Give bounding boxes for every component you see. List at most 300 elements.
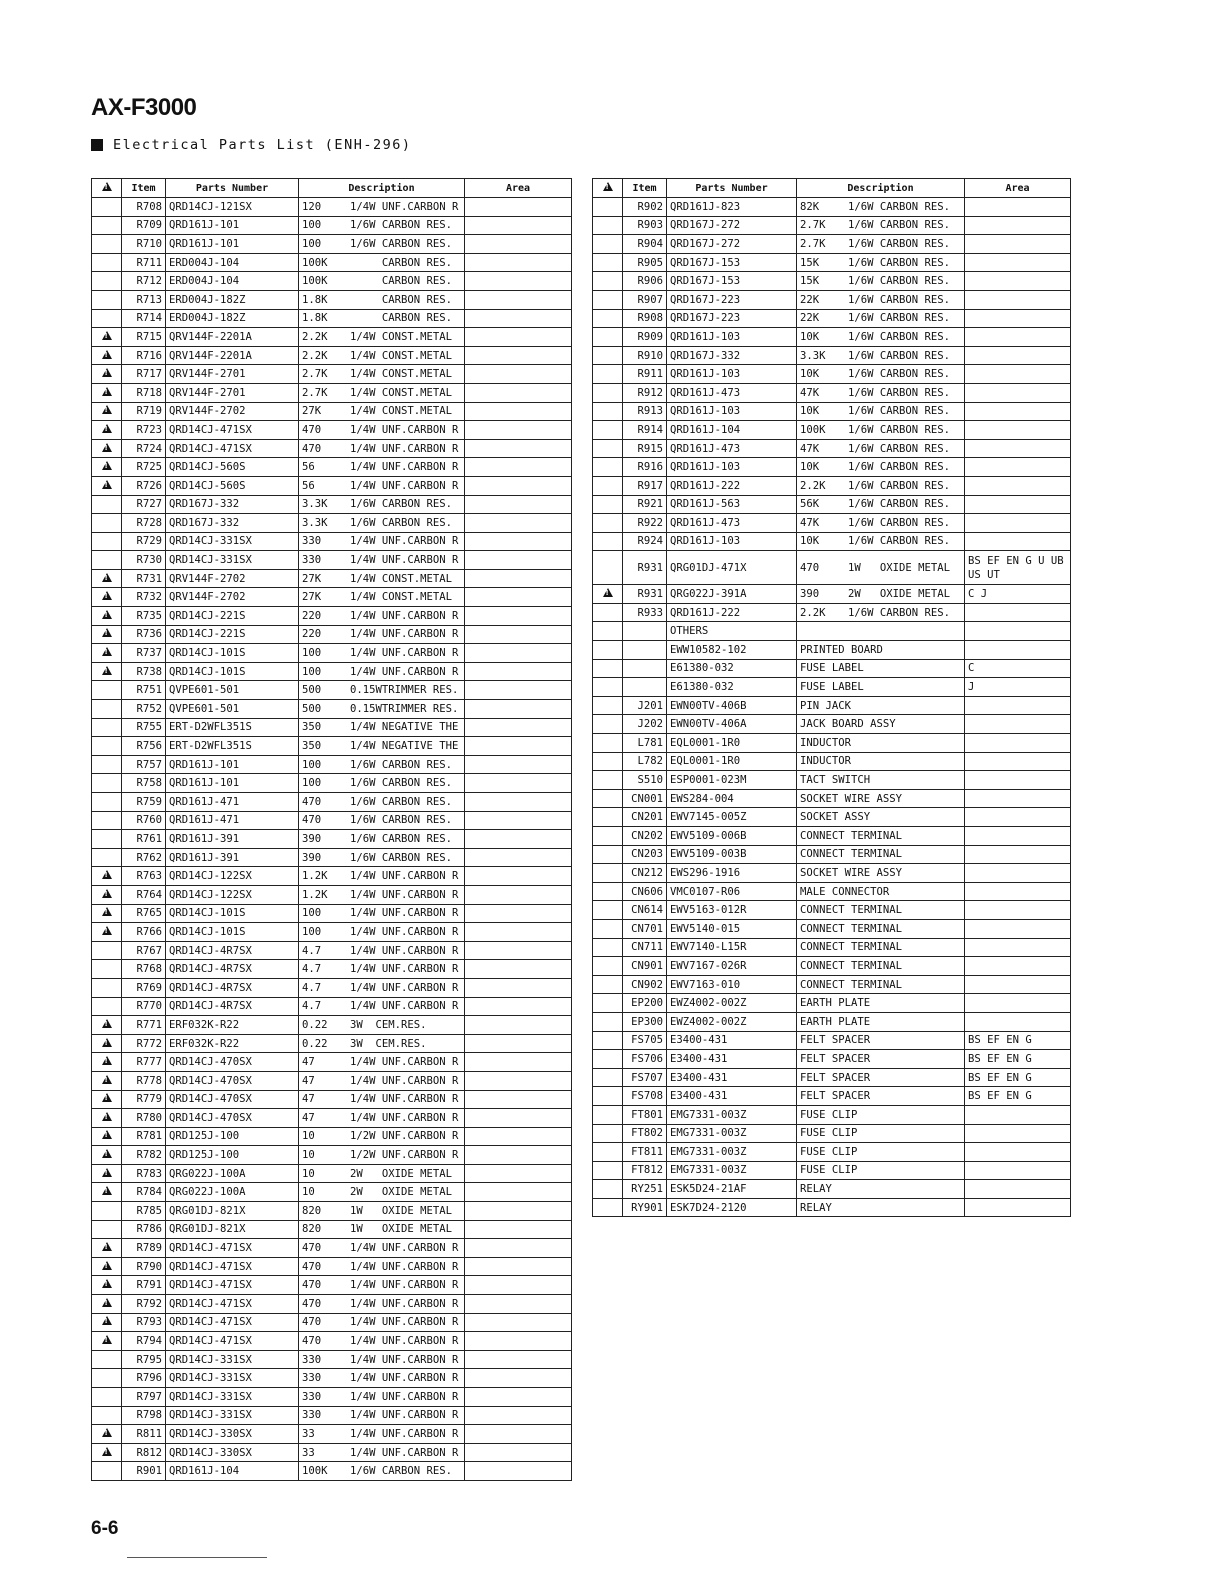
description-value: 100 — [302, 777, 322, 790]
description-cell — [797, 235, 965, 254]
warn-cell — [92, 309, 122, 328]
item-cell: R917 — [623, 476, 667, 495]
warn-cell — [92, 1034, 122, 1053]
part-number-cell: QRG01DJ-471X — [667, 551, 797, 585]
area-cell — [965, 402, 1071, 421]
description-cell — [299, 235, 465, 254]
item-cell: CN901 — [623, 957, 667, 976]
description-cell — [797, 882, 965, 901]
part-number-cell: QRD14CJ-471SX — [166, 1332, 299, 1351]
description-cell — [299, 253, 465, 272]
part-number-cell: E61380-032 — [667, 678, 797, 697]
description-cell — [299, 532, 465, 551]
description-spec: 1/4W UNF.CARBON R — [350, 981, 459, 994]
warning-triangle-icon — [102, 889, 112, 898]
description-value: 390 — [302, 832, 322, 845]
description-spec: 1/4W UNF.CARBON R — [350, 1353, 459, 1366]
description-cell — [797, 1012, 965, 1031]
description-cell — [299, 198, 465, 217]
description-value: CONNECT TERMINAL — [800, 848, 903, 861]
warn-cell — [593, 551, 623, 585]
item-cell: R781 — [122, 1127, 166, 1146]
warn-cell — [593, 975, 623, 994]
table-row — [92, 904, 572, 923]
table-row — [92, 495, 572, 514]
warn-cell — [92, 848, 122, 867]
warn-cell — [593, 458, 623, 477]
warning-triangle-icon — [102, 573, 112, 582]
part-number-cell: QRD14CJ-101S — [166, 904, 299, 923]
item-cell: FS707 — [623, 1068, 667, 1087]
table-header-row — [92, 179, 572, 198]
warn-cell — [92, 1016, 122, 1035]
table-row — [593, 421, 1071, 440]
description-value: 15K — [800, 275, 820, 288]
part-number-cell: QRD14CJ-560S — [166, 476, 299, 495]
description-value: 22K — [800, 293, 820, 306]
warning-triangle-icon — [102, 405, 112, 414]
description-value: 10 — [302, 1167, 315, 1180]
item-cell: R715 — [122, 328, 166, 347]
warn-cell — [593, 938, 623, 957]
area-cell — [965, 808, 1071, 827]
description-cell — [299, 216, 465, 235]
area-cell — [465, 625, 572, 644]
table-row — [92, 793, 572, 812]
description-cell — [797, 715, 965, 734]
part-number-cell: QRD161J-103 — [667, 458, 797, 477]
table-row — [593, 919, 1071, 938]
item-cell: R725 — [122, 458, 166, 477]
item-cell: FS708 — [623, 1087, 667, 1106]
area-cell — [965, 328, 1071, 347]
table-row — [593, 476, 1071, 495]
table-row — [92, 755, 572, 774]
part-number-cell: QRD161J-391 — [166, 848, 299, 867]
description-spec: 1/4W UNF.CARBON R — [350, 609, 459, 622]
table-row — [92, 1053, 572, 1072]
parts-table-right — [592, 178, 1071, 1217]
description-value: 470 — [302, 1260, 322, 1273]
description-cell — [797, 771, 965, 790]
item-cell: L782 — [623, 752, 667, 771]
description-spec: 1/4W UNF.CARBON R — [350, 479, 459, 492]
table-row — [92, 1425, 572, 1444]
description-value: CONNECT TERMINAL — [800, 978, 903, 991]
area-cell — [465, 1183, 572, 1202]
area-cell — [965, 495, 1071, 514]
description-value: 56 — [302, 461, 315, 474]
item-cell: R922 — [623, 514, 667, 533]
area-cell — [465, 774, 572, 793]
description-value: 120 — [302, 200, 322, 213]
warn-cell — [593, 789, 623, 808]
area-cell — [965, 715, 1071, 734]
section-heading-text: Electrical Parts List (ENH-296) — [113, 137, 412, 153]
table-row — [593, 346, 1071, 365]
part-number-cell: E3400-431 — [667, 1087, 797, 1106]
table-row — [92, 681, 572, 700]
warn-cell — [593, 198, 623, 217]
area-cell — [465, 644, 572, 663]
description-cell — [797, 1198, 965, 1217]
table-row — [593, 696, 1071, 715]
area-cell — [965, 383, 1071, 402]
description-cell — [797, 1087, 965, 1106]
warning-triangle-icon — [102, 647, 112, 656]
description-cell — [299, 1183, 465, 1202]
table-row — [92, 1034, 572, 1053]
description-value: 100K — [302, 275, 328, 288]
table-row — [593, 309, 1071, 328]
table-row — [92, 885, 572, 904]
item-cell: R797 — [122, 1388, 166, 1407]
table-row — [92, 774, 572, 793]
warn-cell — [593, 678, 623, 697]
description-value: 47 — [302, 1056, 315, 1069]
description-value: CONNECT TERMINAL — [800, 904, 903, 917]
area-cell — [465, 532, 572, 551]
description-value: 47K — [800, 386, 820, 399]
area-cell — [465, 1313, 572, 1332]
warn-cell — [593, 901, 623, 920]
model-title: AX-F3000 — [91, 94, 197, 121]
table-row — [92, 625, 572, 644]
warn-cell — [92, 514, 122, 533]
warn-cell — [593, 603, 623, 622]
part-number-cell: EWW10582-102 — [667, 641, 797, 660]
description-value: 220 — [302, 628, 322, 641]
item-cell: R713 — [122, 290, 166, 309]
table-row — [92, 1109, 572, 1128]
description-value: PRINTED BOARD — [800, 643, 883, 656]
part-number-cell: E61380-032 — [667, 659, 797, 678]
item-cell: R770 — [122, 997, 166, 1016]
part-number-cell: EMG7331-003Z — [667, 1143, 797, 1162]
warn-cell — [92, 588, 122, 607]
warn-cell — [92, 607, 122, 626]
description-cell — [299, 476, 465, 495]
description-value: 2.2K — [302, 349, 328, 362]
warn-cell — [593, 919, 623, 938]
table-row — [593, 789, 1071, 808]
warn-cell — [593, 421, 623, 440]
warn-cell — [92, 923, 122, 942]
table-row — [593, 365, 1071, 384]
part-number-cell: QRD167J-332 — [166, 514, 299, 533]
description-cell — [299, 793, 465, 812]
description-cell — [299, 1332, 465, 1351]
description-cell — [797, 864, 965, 883]
description-cell — [797, 1124, 965, 1143]
warning-triangle-icon — [102, 907, 112, 916]
item-cell: EP200 — [623, 994, 667, 1013]
part-number-cell: QRD14CJ-470SX — [166, 1090, 299, 1109]
description-spec: 1/4W UNF.CARBON R — [350, 1372, 459, 1385]
warn-cell — [92, 1369, 122, 1388]
area-cell — [465, 1388, 572, 1407]
table-row — [92, 1406, 572, 1425]
part-number-cell: ESP0001-023M — [667, 771, 797, 790]
warn-cell — [92, 1164, 122, 1183]
description-spec: CARBON RES. — [350, 293, 453, 306]
part-number-cell: QVPE601-501 — [166, 681, 299, 700]
description-value: 100 — [302, 647, 322, 660]
description-cell — [299, 1295, 465, 1314]
area-cell — [465, 383, 572, 402]
area-cell — [465, 458, 572, 477]
part-number-cell: QRD14CJ-331SX — [166, 532, 299, 551]
description-spec: 1/4W UNF.CARBON R — [350, 423, 459, 436]
area-cell — [465, 365, 572, 384]
description-value: 3.3K — [302, 516, 328, 529]
description-value: 4.7 — [302, 981, 322, 994]
part-number-cell: QRD125J-100 — [166, 1146, 299, 1165]
description-spec: 1/4W UNF.CARBON R — [350, 870, 459, 883]
warn-cell — [92, 1202, 122, 1221]
warn-cell — [593, 771, 623, 790]
description-cell — [299, 569, 465, 588]
table-row — [593, 198, 1071, 217]
description-spec: 1/4W UNF.CARBON R — [350, 665, 459, 678]
table-row — [593, 235, 1071, 254]
part-number-cell: QRD14CJ-471SX — [166, 1295, 299, 1314]
item-cell: R906 — [623, 272, 667, 291]
part-number-cell: QRD14CJ-4R7SX — [166, 978, 299, 997]
description-spec: 1/4W UNF.CARBON R — [350, 1427, 459, 1440]
table-row — [593, 622, 1071, 641]
description-spec: 1/4W UNF.CARBON R — [350, 1335, 459, 1348]
description-cell — [299, 1443, 465, 1462]
description-spec: 1/4W UNF.CARBON R — [350, 1242, 459, 1255]
description-value: 10 — [302, 1130, 315, 1143]
area-cell — [465, 569, 572, 588]
description-spec: 1/4W UNF.CARBON R — [350, 1000, 459, 1013]
table-row — [593, 439, 1071, 458]
part-number-cell: QRD161J-104 — [667, 421, 797, 440]
item-cell: R782 — [122, 1146, 166, 1165]
table-row — [92, 1369, 572, 1388]
description-cell — [797, 402, 965, 421]
area-cell — [965, 1198, 1071, 1217]
item-cell: R792 — [122, 1295, 166, 1314]
item-cell: R912 — [623, 383, 667, 402]
description-cell — [797, 696, 965, 715]
warn-cell — [92, 216, 122, 235]
warn-cell — [593, 1143, 623, 1162]
part-number-cell: QRD161J-471 — [166, 811, 299, 830]
description-spec: 1/6W CARBON RES. — [848, 312, 951, 325]
part-number-cell: QRD161J-103 — [667, 328, 797, 347]
description-cell — [797, 734, 965, 753]
description-value: 330 — [302, 1372, 322, 1385]
description-value: 10K — [800, 535, 820, 548]
description-cell — [299, 588, 465, 607]
description-value: 2.2K — [800, 479, 826, 492]
description-spec: 1/4W UNF.CARBON R — [350, 1409, 459, 1422]
warn-cell — [593, 864, 623, 883]
item-cell: R765 — [122, 904, 166, 923]
area-cell — [965, 827, 1071, 846]
table-row — [92, 997, 572, 1016]
description-cell — [299, 700, 465, 719]
description-cell — [299, 1462, 465, 1481]
area-cell — [965, 771, 1071, 790]
description-spec: 1/4W CONST.METAL — [350, 330, 453, 343]
description-cell — [299, 681, 465, 700]
part-number-cell: EMG7331-003Z — [667, 1161, 797, 1180]
warn-cell — [92, 1276, 122, 1295]
warn-cell — [92, 365, 122, 384]
description-spec: 0.15WTRIMMER RES. — [350, 702, 459, 715]
warn-cell — [92, 1350, 122, 1369]
table-row — [92, 1257, 572, 1276]
item-cell: FT801 — [623, 1105, 667, 1124]
description-cell — [797, 328, 965, 347]
footer-rule — [127, 1557, 267, 1558]
description-cell — [797, 290, 965, 309]
description-spec: 1/6W CARBON RES. — [848, 330, 951, 343]
warning-triangle-icon — [102, 1428, 112, 1437]
part-number-cell: QRD14CJ-4R7SX — [166, 997, 299, 1016]
header-area: Area — [965, 179, 1071, 198]
warn-cell — [92, 421, 122, 440]
warn-cell — [593, 957, 623, 976]
item-cell: CN001 — [623, 789, 667, 808]
item-cell: R709 — [122, 216, 166, 235]
description-cell — [797, 253, 965, 272]
table-row — [92, 1090, 572, 1109]
description-value: SOCKET WIRE ASSY — [800, 866, 903, 879]
description-cell — [797, 845, 965, 864]
area-cell — [965, 696, 1071, 715]
description-value: 4.7 — [302, 963, 322, 976]
area-cell — [465, 1164, 572, 1183]
description-value: CONNECT TERMINAL — [800, 829, 903, 842]
table-row — [92, 662, 572, 681]
part-number-cell: QRV144F-2701 — [166, 365, 299, 384]
table-row — [92, 569, 572, 588]
header-description: Description — [299, 179, 465, 198]
area-cell — [965, 603, 1071, 622]
item-cell: R718 — [122, 383, 166, 402]
warn-cell — [92, 1425, 122, 1444]
part-number-cell: QRD14CJ-331SX — [166, 1350, 299, 1369]
description-cell — [299, 644, 465, 663]
header-item: Item — [623, 179, 667, 198]
area-cell — [965, 641, 1071, 660]
description-value: 470 — [302, 1279, 322, 1292]
description-spec: 1/4W UNF.CARBON R — [350, 1260, 459, 1273]
area-cell — [965, 421, 1071, 440]
warning-triangle-icon — [603, 182, 613, 191]
part-number-cell: QRD161J-222 — [667, 476, 797, 495]
table-row — [593, 253, 1071, 272]
area-cell — [465, 1443, 572, 1462]
table-row — [593, 882, 1071, 901]
warn-cell — [92, 830, 122, 849]
description-spec: 1/6W CARBON RES. — [848, 293, 951, 306]
item-cell: R931 — [623, 551, 667, 585]
table-row — [92, 644, 572, 663]
table-row — [593, 272, 1071, 291]
part-number-cell: ERD004J-182Z — [166, 290, 299, 309]
area-cell — [965, 1180, 1071, 1199]
warn-cell — [92, 458, 122, 477]
description-value: SOCKET WIRE ASSY — [800, 792, 903, 805]
area-cell: J — [965, 678, 1071, 697]
item-cell: FT811 — [623, 1143, 667, 1162]
warning-triangle-icon — [102, 387, 112, 396]
item-cell — [623, 678, 667, 697]
warn-cell — [92, 1220, 122, 1239]
part-number-cell: QRD161J-222 — [667, 603, 797, 622]
warn-cell — [92, 774, 122, 793]
area-cell — [465, 941, 572, 960]
part-number-cell: QRD167J-153 — [667, 272, 797, 291]
warn-cell — [593, 827, 623, 846]
warn-cell — [92, 978, 122, 997]
table-row — [593, 1143, 1071, 1162]
area-cell — [465, 607, 572, 626]
table-row — [92, 272, 572, 291]
item-cell: CN212 — [623, 864, 667, 883]
part-number-cell: EWV7167-026R — [667, 957, 797, 976]
description-value: 4.7 — [302, 1000, 322, 1013]
description-cell — [299, 1369, 465, 1388]
table-row — [593, 1068, 1071, 1087]
warning-triangle-icon — [102, 480, 112, 489]
table-row — [92, 402, 572, 421]
description-spec: 1/6W CARBON RES. — [848, 368, 951, 381]
item-cell: R793 — [122, 1313, 166, 1332]
description-value: 470 — [302, 1297, 322, 1310]
description-value: CONNECT TERMINAL — [800, 922, 903, 935]
warn-cell — [92, 662, 122, 681]
area-cell — [965, 1143, 1071, 1162]
description-spec: 1W OXIDE METAL — [350, 1223, 453, 1236]
warn-cell — [593, 659, 623, 678]
description-spec: 1/6W CARBON RES. — [848, 256, 951, 269]
table-row — [92, 458, 572, 477]
area-cell: BS EF EN G U UB US UT — [965, 551, 1071, 585]
item-cell: R712 — [122, 272, 166, 291]
area-cell — [465, 1090, 572, 1109]
item-cell: S510 — [623, 771, 667, 790]
warn-cell — [593, 328, 623, 347]
part-number-cell: EWV5163-012R — [667, 901, 797, 920]
description-value: 330 — [302, 554, 322, 567]
header-part-number: Parts Number — [166, 179, 299, 198]
table-row — [92, 439, 572, 458]
table-row — [92, 1183, 572, 1202]
description-cell — [797, 272, 965, 291]
part-number-cell: QRD14CJ-331SX — [166, 1406, 299, 1425]
item-cell: R716 — [122, 346, 166, 365]
item-cell: R902 — [623, 198, 667, 217]
description-spec: 1/6W CARBON RES. — [848, 219, 951, 232]
part-number-cell: QRD161J-473 — [667, 514, 797, 533]
warn-cell — [92, 1053, 122, 1072]
item-cell: CN701 — [623, 919, 667, 938]
item-cell: R901 — [122, 1462, 166, 1481]
description-cell — [797, 957, 965, 976]
table-row — [92, 1239, 572, 1258]
warning-triangle-icon — [102, 1186, 112, 1195]
description-value: EARTH PLATE — [800, 1015, 871, 1028]
description-spec: 1/6W CARBON RES. — [848, 442, 951, 455]
description-spec: 1/4W UNF.CARBON R — [350, 461, 459, 474]
